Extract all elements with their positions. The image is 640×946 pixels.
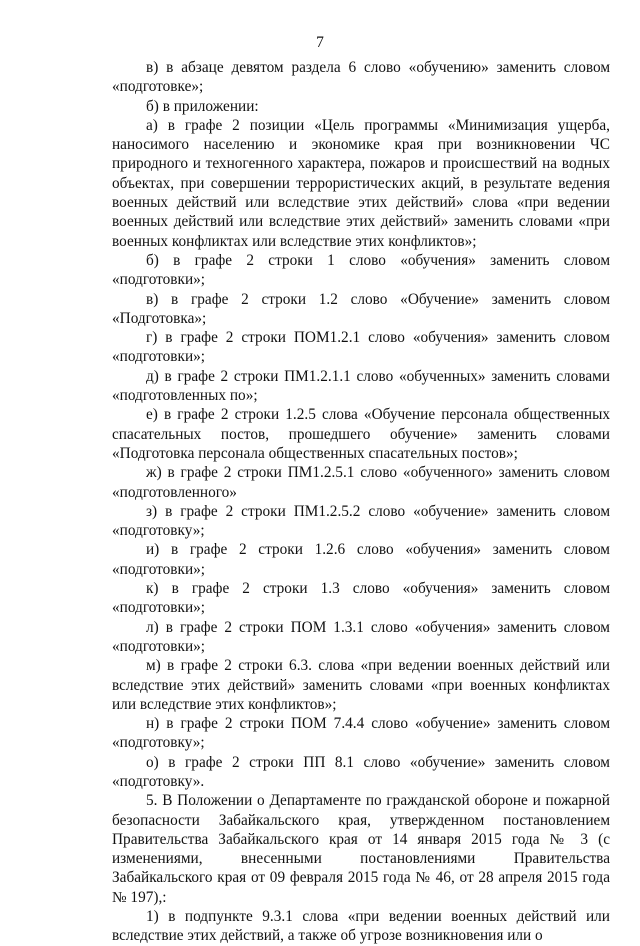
paragraph-item-k: к) в графе 2 строки 1.3 слово «обучения» заменить словом «подготовки»; (112, 580, 610, 617)
paragraph-item-n: н) в графе 2 строки ПОМ 7.4.4 слово «обучение» заменить словом «подготовку»; (112, 715, 610, 752)
paragraph-appendix-heading: б) в приложении: (146, 97, 259, 115)
paragraph-item-m: м) в графе 2 строки 6.3. слова «при ведении военных действий или вследствие этих действий» заменить словами «при военных конфликтах или вследствие этих конфликтов»; (112, 657, 610, 713)
page-number: 7 (316, 34, 324, 51)
paragraph-point-5: 5. В Положении о Департаменте по гражданской обороне и пожарной безопасности Забайкальского края, утвержденном постановлением Правительства Забайкальского края от 14 января 2015 года № 3 (с изменениями, внесенными постановлениями Правительства Забайкальского края от 09 февраля 2015 года № 46, от 28 апреля 2015 года № 197),: (112, 792, 610, 906)
paragraph-item-a: а) в графе 2 позиции «Цель программы «Минимизация ущерба, наносимого населению и экономике края при возникновении ЧС природного и техногенного характера, пожаров и происшествий на водных объектах, при совершении террористических акций, в результате ведения военных действий или вследствие этих действий» слова «при ведении военных действий или вследствие этих действий» заменить словами «при военных конфликтах или вследствие этих конфликтов»; (112, 116, 610, 250)
paragraph-item-v: в) в графе 2 строки 1.2 слово «Обучение» заменить словом «Подготовка»; (112, 290, 610, 327)
paragraph-item-d: д) в графе 2 строки ПМ1.2.1.1 слово «обученных» заменить словами «подготовленных по»; (112, 367, 610, 405)
paragraph-item-o: о) в графе 2 строки ПП 8.1 слово «обучение» заменить словом «подготовку». (112, 753, 610, 790)
paragraph-subpoint-1: 1) в подпункте 9.3.1 слова «при ведении военных действий или вследствие этих действий, а также об угрозе возникновения или о (112, 908, 610, 945)
document-body (112, 58, 610, 946)
paragraph-item-i: и) в графе 2 строки 1.2.6 слово «обучения» заменить словом «подготовки»; (112, 541, 610, 578)
paragraph-item-zh: ж) в графе 2 строки ПМ1.2.5.1 слово «обученного» заменить словом «подготовленного» (112, 464, 610, 501)
paragraph-item-l: л) в графе 2 строки ПОМ 1.3.1 слово «обучения» заменить словом «подготовки»; (112, 618, 610, 655)
paragraph-item-b: б) в графе 2 строки 1 слово «обучения» заменить словом «подготовки»; (112, 251, 610, 289)
paragraph-item-e: е) в графе 2 строки 1.2.5 слова «Обучение персонала общественных спасательных постов, прошедшего обучение» заменить словами «Подготовка персонала общественных спасательных постов»; (112, 406, 610, 462)
paragraph-item-z: з) в графе 2 строки ПМ1.2.5.2 слово «обучение» заменить словом «подготовку»; (112, 502, 610, 540)
paragraph-amendment-section-6: в) в абзаце девятом раздела 6 слово «обучению» заменить словом «подготовке»; (112, 59, 610, 96)
paragraph-item-g: г) в графе 2 строки ПОМ1.2.1 слово «обучения» заменить словом «подготовки»; (112, 329, 610, 366)
